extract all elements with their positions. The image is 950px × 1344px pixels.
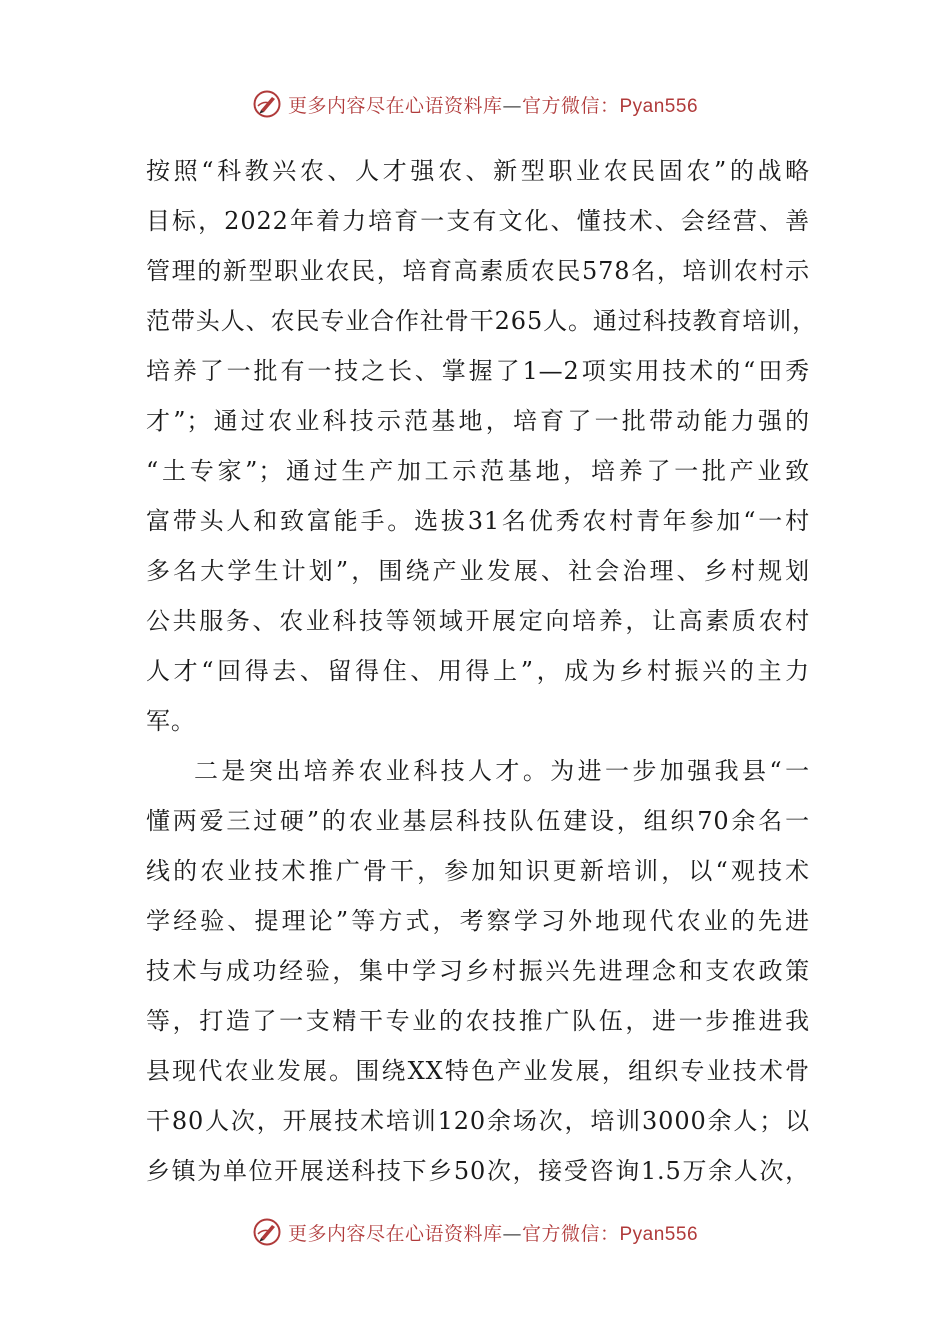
text-line: 军。 [146,707,196,735]
text-line: 等，打造了一支精干专业的农技推广队伍，进一步推进我 [146,1007,810,1035]
text-line: 才”；通过农业科技示范基地，培育了一批带动能力强的 [146,407,810,435]
watermark-text: 更多内容尽在心语资料库—官方微信：Pyan556 [287,1222,699,1245]
text-line: 人才“回得去、留得住、用得上”，成为乡村振兴的主力 [146,657,810,685]
text-line: “土专家”；通过生产加工示范基地，培养了一批产业致 [146,457,810,485]
text-line: 按照“科教兴农、人才强农、新型职业农民固农”的战略 [146,157,810,185]
text-line: 富带头人和致富能手。选拔31名优秀农村青年参加“一村 [146,507,810,535]
text-line: 县现代农业发展。围绕XX特色产业发展，组织专业技术骨 [146,1057,810,1085]
watermark-text: 更多内容尽在心语资料库—官方微信：Pyan556 [287,94,699,117]
text-line: 技术与成功经验，集中学习乡村振兴先进理念和支农政策 [146,957,810,985]
text-line: 范带头人、农民专业合作社骨干265人。通过科技教育培训， [146,307,818,335]
text-line: 学经验、提理论”等方式，考察学习外地现代农业的先进 [146,907,810,935]
text-line: 二是突出培养农业科技人才。为进一步加强我县“一 [194,757,810,785]
text-line: 公共服务、农业科技等领域开展定向培养，让高素质农村 [146,607,810,635]
text-line: 干80人次，开展技术培训120余场次，培训3000余人；以 [146,1107,810,1135]
document-body [146,146,818,1196]
pen-logo-icon [252,1217,282,1247]
text-line: 懂两爱三过硬”的农业基层科技队伍建设，组织70余名一 [146,807,810,835]
text-line: 培养了一批有一技之长、掌握了1—2项实用技术的“田秀 [146,357,810,385]
text-line: 线的农业技术推广骨干，参加知识更新培训，以“观技术 [146,857,810,885]
pen-logo-icon [252,89,282,119]
paragraph [146,146,818,746]
header-watermark-banner [0,84,950,124]
text-line: 目标，2022年着力培育一支有文化、懂技术、会经营、善 [146,207,810,235]
paragraph [146,746,810,1196]
footer-watermark-banner [0,1212,950,1252]
text-line: 多名大学生计划”，围绕产业发展、社会治理、乡村规划 [146,557,810,585]
text-line: 管理的新型职业农民，培育高素质农民578名，培训农村示 [146,257,810,285]
text-line: 乡镇为单位开展送科技下乡50次，接受咨询1.5万余人次， [146,1157,810,1185]
